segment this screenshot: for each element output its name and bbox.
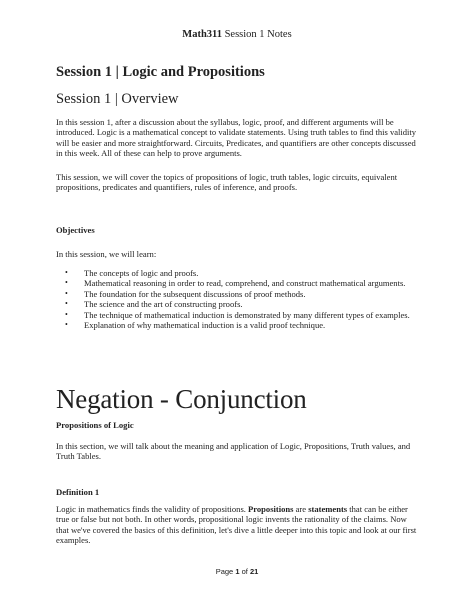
header-course: Math311 — [182, 29, 222, 40]
definition-term-propositions: Propositions — [248, 504, 294, 514]
bullet-icon: • — [65, 320, 68, 330]
list-item — [56, 289, 421, 299]
overview-paragraph-1: In this session 1, after a discussion about the syllabus, logic, proof, and different arguments will be introduced. Logic is a mathematical concept to validate statements. Using truth tables to find this validity will be easier and more straightforward. Circuits, Predicates, and quantifiers are other concepts discussed in this week. All of these can help to prove arguments. — [56, 117, 417, 159]
overview-title: Session 1 | Overview — [56, 91, 179, 107]
page-header — [0, 29, 474, 40]
list-item — [56, 320, 421, 330]
bullet-icon: • — [65, 278, 68, 288]
list-item-text: The foundation for the subsequent discussions of proof methods. — [84, 288, 306, 299]
page-of-label: of — [241, 567, 248, 576]
objectives-intro: In this session, we will learn: — [56, 249, 157, 259]
propositions-heading: Propositions of Logic — [56, 420, 134, 430]
definition-term-statements: statements — [308, 504, 348, 514]
list-item — [56, 299, 421, 309]
list-item-text: The science and the art of constructing proofs. — [84, 299, 243, 310]
list-item-text: The concepts of logic and proofs. — [84, 268, 199, 278]
page-current: 1 — [235, 567, 240, 576]
list-item — [56, 268, 421, 278]
objectives-heading: Objectives — [56, 225, 95, 235]
bullet-icon: • — [65, 268, 68, 277]
definition-text-before: Logic in mathematics finds the validity of propositions. — [56, 504, 249, 514]
page-footer — [0, 567, 474, 576]
definition-text-after: that can be either true or false but not both. In other words, propositional logic invents the rationality of the claims. Now that we've covered the basics of this definition, let's dive a little deeper into this topic and look at our first examples. — [56, 504, 417, 546]
propositions-paragraph: In this section, we will talk about the meaning and application of Logic, Propositions, Truth values, and Truth Tables. — [56, 441, 411, 462]
definition-text-are: are — [293, 504, 309, 514]
list-item — [56, 278, 421, 288]
bullet-icon: • — [65, 309, 68, 319]
list-item-text: Mathematical reasoning in order to read, comprehend, and construct mathematical arguments. — [84, 278, 406, 289]
definition-heading: Definition 1 — [56, 487, 100, 497]
page-label: Page — [215, 567, 234, 576]
header-title: Session 1 Notes — [224, 29, 292, 40]
page-total: 21 — [249, 567, 259, 576]
list-item — [56, 310, 421, 320]
bullet-icon: • — [65, 299, 68, 309]
session-title: Session 1 | Logic and Propositions — [56, 64, 265, 80]
negation-conjunction-heading: Negation - Conjunction — [56, 384, 307, 414]
objectives-list — [56, 268, 421, 330]
list-item-text: The technique of mathematical induction is demonstrated by many different types of examples. — [84, 309, 410, 320]
list-item-text: Explanation of why mathematical induction is a valid proof technique. — [84, 320, 326, 331]
definition-paragraph — [56, 504, 421, 546]
overview-paragraph-2: This session, we will cover the topics of propositions of logic, truth tables, logic circuits, equivalent propositions, predicates and quantifiers, rules of inference, and proofs. — [56, 172, 398, 193]
bullet-icon: • — [65, 288, 68, 298]
